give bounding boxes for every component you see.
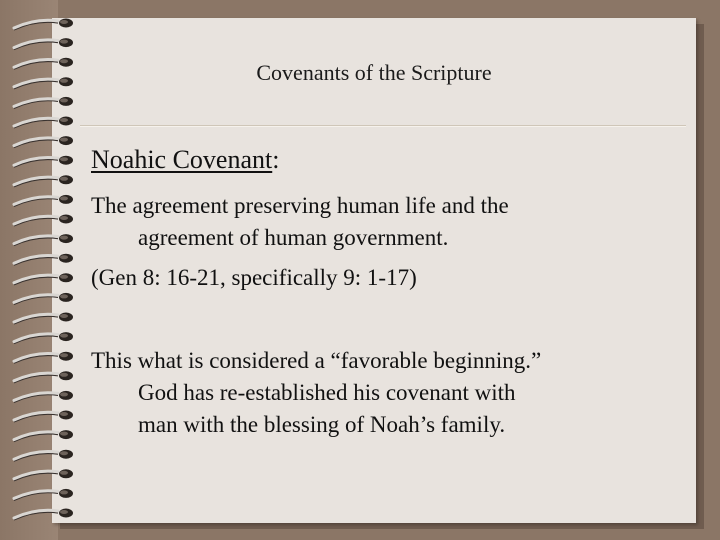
spiral-ring-icon xyxy=(14,352,73,364)
spiral-ring-icon xyxy=(14,332,73,344)
spiral-ring-icon xyxy=(14,273,73,285)
spiral-ring-icon xyxy=(14,293,73,305)
paragraph-line: man with the blessing of Noah’s family. xyxy=(138,412,506,437)
spiral-ring-icon xyxy=(14,195,73,207)
spiral-ring-icon xyxy=(14,136,73,148)
paragraph-line: (Gen 8: 16-21, specifically 9: 1-17) xyxy=(91,265,417,290)
title-divider xyxy=(80,125,686,126)
spiral-ring-icon xyxy=(14,234,73,246)
heading-colon: : xyxy=(272,145,280,174)
heading-text: Noahic Covenant xyxy=(91,145,273,174)
spiral-ring-icon xyxy=(14,391,73,403)
section-heading xyxy=(91,145,279,175)
spiral-ring-icon xyxy=(14,411,73,423)
spiral-ring-icon xyxy=(14,215,73,227)
spiral-ring-icon xyxy=(14,509,73,521)
spiral-ring-icon xyxy=(14,450,73,462)
slide-title: Covenants of the Scripture xyxy=(256,60,492,85)
spiral-ring-icon xyxy=(14,38,73,50)
paragraph-line: agreement of human government. xyxy=(138,225,449,250)
paragraph-definition xyxy=(91,190,691,254)
spiral-ring-icon xyxy=(14,175,73,187)
paragraph-reference xyxy=(91,262,691,294)
paragraph-line: The agreement preserving human life and the xyxy=(91,193,509,218)
spiral-ring-icon xyxy=(14,469,73,481)
spiral-ring-icon xyxy=(14,371,73,383)
spiral-ring-icon xyxy=(14,156,73,168)
spiral-ring-icon xyxy=(14,97,73,109)
paragraph-line: This what is considered a “favorable beginning.” xyxy=(91,348,542,373)
spiral-ring-icon xyxy=(14,430,73,442)
spiral-ring-icon xyxy=(14,19,73,31)
spiral-ring-icon xyxy=(14,254,73,266)
spiral-ring-icon xyxy=(14,117,73,129)
spiral-ring-icon xyxy=(14,489,73,501)
paragraph-description xyxy=(91,345,691,441)
paragraph-line: God has re-established his covenant with xyxy=(138,380,516,405)
spiral-ring-icon xyxy=(14,313,73,325)
